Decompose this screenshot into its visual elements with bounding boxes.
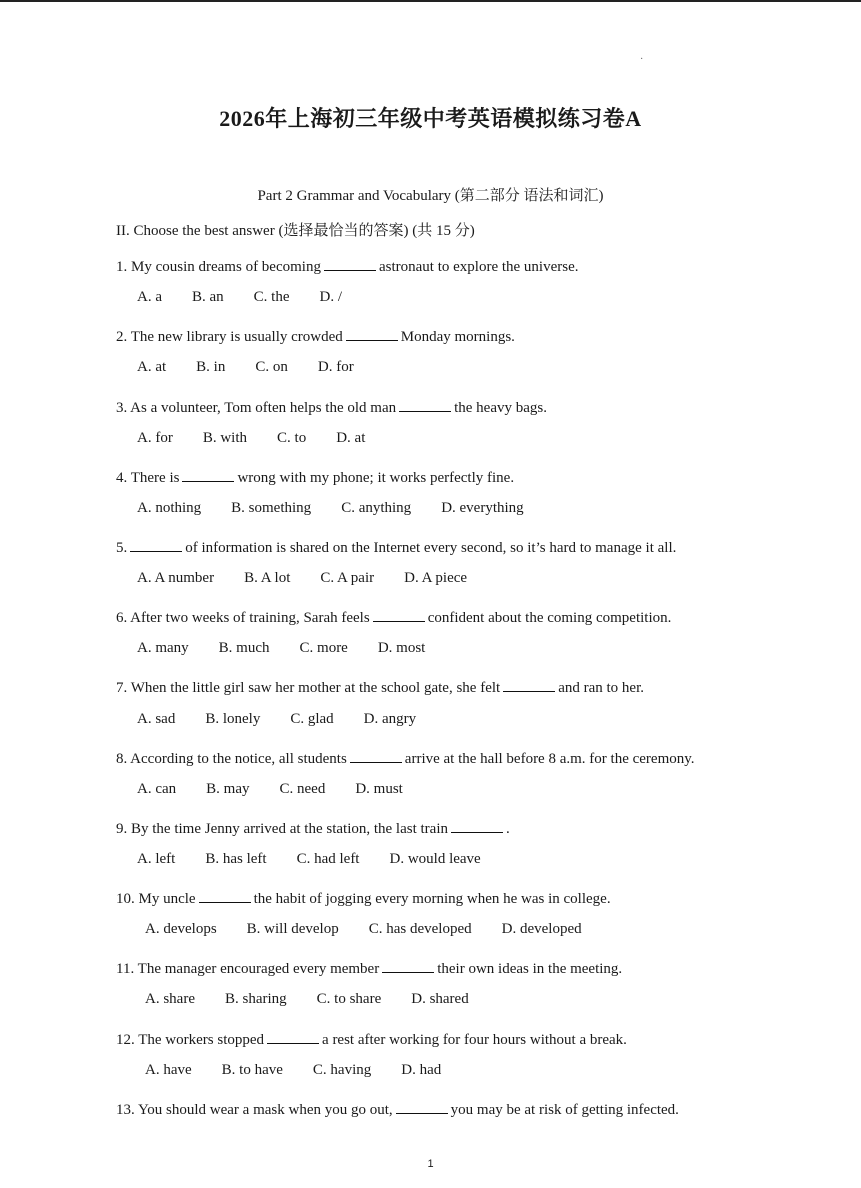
question-text-after: of information is shared on the Internet every second, so it’s hard to manage it all. [185, 540, 677, 556]
question-stem [116, 254, 579, 276]
answer-option: B. with [202, 430, 248, 446]
answer-option: D. A piece [404, 570, 468, 586]
answer-option: A. for [137, 430, 173, 446]
answer-blank [182, 465, 234, 482]
answer-option: C. need [279, 781, 326, 797]
question-text-after: you may be at risk of getting infected. [450, 1102, 679, 1118]
answer-option: C. anything [341, 500, 412, 516]
answer-options [137, 570, 467, 587]
answer-options [145, 921, 582, 938]
answer-blank [324, 254, 376, 271]
answer-option: B. may [206, 781, 250, 797]
answer-blank [346, 324, 398, 341]
answer-option: A. have [145, 1062, 192, 1078]
answer-option: D. / [319, 289, 343, 305]
question-text-before: 3. As a volunteer, Tom often helps the old man [116, 400, 397, 416]
answer-option: D. everything [441, 500, 524, 516]
answer-option: C. A pair [320, 570, 375, 586]
question-text-before: 10. My uncle [116, 891, 196, 907]
question-stem [116, 746, 695, 768]
answer-option: C. the [253, 289, 290, 305]
question-text-after: their own ideas in the meeting. [437, 961, 623, 977]
answer-options [137, 359, 354, 376]
question-text-after: the habit of jogging every morning when he was in college. [253, 891, 611, 907]
question-stem [116, 1027, 627, 1049]
answer-blank [350, 746, 402, 763]
answer-option: A. at [137, 359, 167, 375]
answer-option: C. more [299, 640, 348, 656]
question-text-before: 9. By the time Jenny arrived at the station, the last train [116, 821, 448, 837]
question-stem [116, 1097, 679, 1119]
answer-option: C. to share [316, 991, 382, 1007]
answer-option: B. much [218, 640, 270, 656]
answer-options [137, 711, 416, 728]
answer-option: A. a [137, 289, 162, 305]
question-text-after: . [506, 821, 510, 837]
answer-option: D. developed [501, 921, 582, 937]
answer-option: D. had [401, 1062, 442, 1078]
answer-options [145, 991, 469, 1008]
question-text-after: a rest after working for four hours without a break. [322, 1032, 627, 1048]
question-stem [116, 675, 644, 697]
answer-option: B. will develop [246, 921, 339, 937]
answer-option: B. to have [221, 1062, 283, 1078]
answer-option: A. sad [137, 711, 176, 727]
answer-blank [451, 816, 503, 833]
answer-options [137, 430, 365, 447]
question-stem [116, 956, 622, 978]
question-text-before: 8. According to the notice, all students [116, 751, 347, 767]
answer-option: B. in [196, 359, 226, 375]
answer-option: D. most [377, 640, 426, 656]
page-number: 1 [427, 1158, 434, 1170]
answer-option: A. develops [145, 921, 217, 937]
question-text-after: the heavy bags. [454, 400, 547, 416]
part-heading: Part 2 Grammar and Vocabulary (第二部分 语法和词汇) [257, 188, 604, 204]
answer-option: C. on [255, 359, 288, 375]
corner-dot: · [640, 54, 644, 65]
answer-option: C. had left [296, 851, 360, 867]
answer-options [137, 851, 481, 868]
answer-option: A. can [137, 781, 177, 797]
answer-option: D. must [355, 781, 403, 797]
answer-option: B. has left [205, 851, 267, 867]
answer-option: B. something [231, 500, 312, 516]
question-stem [116, 605, 671, 627]
answer-options [137, 500, 524, 517]
answer-blank [399, 395, 451, 412]
question-text-after: Monday mornings. [400, 329, 515, 345]
answer-blank [199, 886, 251, 903]
question-stem [116, 465, 514, 487]
question-text-before: 6. After two weeks of training, Sarah feels [116, 610, 370, 626]
answer-option: A. many [137, 640, 189, 656]
question-text-before: 1. My cousin dreams of becoming [116, 259, 321, 275]
question-text-after: confident about the coming competition. [427, 610, 672, 626]
question-text-after: and ran to her. [558, 680, 645, 696]
answer-option: B. sharing [224, 991, 287, 1007]
answer-option: A. A number [137, 570, 215, 586]
answer-option: D. for [317, 359, 354, 375]
answer-options [137, 289, 342, 306]
question-text-before: 12. The workers stopped [116, 1032, 265, 1048]
question-stem [116, 816, 510, 838]
answer-option: D. shared [411, 991, 469, 1007]
answer-option: B. A lot [244, 570, 291, 586]
answer-options [145, 1062, 441, 1079]
answer-blank [396, 1097, 448, 1114]
question-text-after: arrive at the hall before 8 a.m. for the ceremony. [404, 751, 695, 767]
page-title: 2026年上海初三年级中考英语模拟练习卷A [219, 106, 642, 131]
answer-options [137, 781, 403, 798]
question-stem [116, 535, 676, 557]
question-text-after: wrong with my phone; it works perfectly fine. [237, 470, 515, 486]
question-stem [116, 886, 611, 908]
answer-option: C. has developed [368, 921, 472, 937]
section-instruction: II. Choose the best answer (选择最恰当的答案) (共 15 分) [116, 223, 475, 239]
question-stem [116, 324, 515, 346]
answer-option: B. lonely [205, 711, 261, 727]
question-text-before: 7. When the little girl saw her mother at the school gate, she felt [116, 680, 501, 696]
answer-option: D. angry [363, 711, 417, 727]
answer-blank [382, 956, 434, 973]
answer-blank [267, 1027, 319, 1044]
answer-option: C. to [277, 430, 307, 446]
answer-option: D. at [336, 430, 366, 446]
answer-option: A. share [145, 991, 195, 1007]
answer-option: C. glad [290, 711, 334, 727]
question-text-after: astronaut to explore the universe. [378, 259, 579, 275]
answer-option: A. left [137, 851, 176, 867]
question-text-before: 11. The manager encouraged every member [116, 961, 380, 977]
answer-blank [503, 675, 555, 692]
question-text-before: 4. There is [116, 470, 180, 486]
question-text-before: 2. The new library is usually crowded [116, 329, 343, 345]
question-stem [116, 395, 547, 417]
question-text-before: 5. [116, 540, 128, 556]
question-text-before: 13. You should wear a mask when you go out, [116, 1102, 393, 1118]
answer-option: C. having [312, 1062, 372, 1078]
answer-blank [130, 535, 182, 552]
answer-option: B. an [192, 289, 224, 305]
answer-options [137, 640, 425, 657]
answer-blank [373, 605, 425, 622]
answer-option: A. nothing [137, 500, 202, 516]
answer-option: D. would leave [389, 851, 481, 867]
